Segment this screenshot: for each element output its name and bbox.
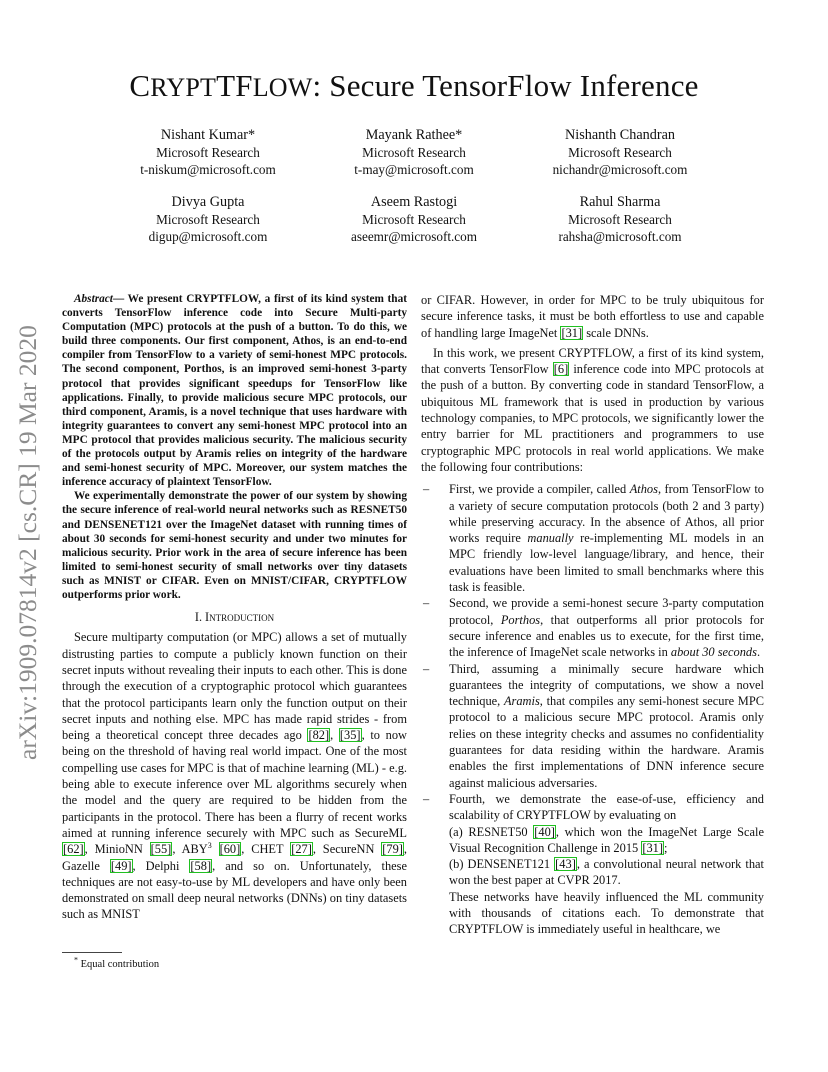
right-paragraph-1 (421, 345, 764, 475)
intro-text: , CHET (241, 842, 291, 857)
citation-link[interactable]: [35] (339, 728, 361, 743)
citation-link[interactable]: [82] (308, 728, 330, 743)
abstract-paragraph-1 (62, 292, 407, 489)
citation-link[interactable]: [58] (190, 858, 212, 873)
body-text: re-implementing ML models in an MPC friendly low-level language/library, and hence, their evaluations have been limited to small benchmarks where this task is feasible. (449, 531, 764, 595)
author-block (304, 193, 524, 245)
list-dash: – (423, 482, 430, 497)
title-tensor: T (216, 68, 236, 103)
intro-text: , SecureNN (312, 842, 382, 857)
author-block (510, 126, 730, 178)
emphasis: about 30 seconds (670, 645, 757, 660)
citation-link[interactable]: [27] (291, 842, 312, 857)
author-block (98, 193, 318, 245)
author-affiliation: Microsoft Research (568, 212, 672, 227)
author-email: rahsha@microsoft.com (558, 229, 682, 244)
emphasis: manually (527, 531, 574, 546)
author-email: nichandr@microsoft.com (552, 162, 688, 177)
author-block (304, 126, 524, 178)
citation-link[interactable]: [43] (555, 857, 576, 872)
body-text: or CIFAR. However, in order for MPC to be truly ubiquitous for secure inference tasks, it must be both effortless to use and capable of handling large ImageNet (421, 293, 764, 340)
author-affiliation: Microsoft Research (568, 145, 672, 160)
author-name: Mayank Rathee* (365, 127, 463, 143)
footnote-divider (62, 952, 122, 953)
arxiv-identifier-stamp: arXiv:1909.07814v2 [cs.CR] 19 Mar 2020 (13, 325, 42, 760)
author-affiliation: Microsoft Research (156, 212, 260, 227)
citation-link[interactable]: [6] (553, 362, 569, 377)
body-text: scale DNNs. (583, 325, 649, 340)
citation-link[interactable]: [79] (382, 842, 403, 857)
author-email: t-may@microsoft.com (354, 162, 474, 177)
body-text: , that outperforms all prior protocols for secure inference and enables us to execute, for the first time, the inference of ImageNet scale networks in (449, 612, 764, 660)
list-dash: – (423, 661, 430, 676)
list-item (421, 595, 764, 660)
author-name: Divya Gupta (171, 194, 245, 210)
citation-link[interactable]: [40] (534, 824, 555, 839)
body-text: inference code into MPC protocols at the push of a button. By converting code in standard TensorFlow, a ubiquitous ML framework that is used in production by various technology companies, to MPC protocols, we significantly lower the entry barrier for ML practitioners and programmers to use cryptographic MPC protocols in real world applications. We make the following four contributions: (421, 362, 764, 474)
item-tail: These networks have heavily influenced the ML community with thousands of citations each. To demonstrate that CRYPTFLOW is immediately useful in healthcare, we (449, 889, 764, 937)
author-email: t-niskum@microsoft.com (140, 162, 276, 177)
author-name: Nishanth Chandran (565, 127, 675, 143)
body-text: , from TensorFlow to a variety of secure computation protocols (both 2 and 3 party) while preserving accuracy. In the absence of Athos, all prior works require (449, 482, 764, 546)
author-name: Rahul Sharma (579, 194, 661, 210)
body-text: First, we provide a compiler, called (449, 482, 630, 497)
citation-link[interactable]: [55] (150, 842, 172, 857)
superscript: 3 (207, 841, 212, 851)
emphasis: Aramis (503, 694, 540, 709)
title-initial-c: C (129, 68, 151, 103)
sub-item-b (449, 856, 764, 889)
emphasis: Porthos (500, 612, 541, 627)
citation-link[interactable]: [62] (63, 842, 84, 857)
title-smallcaps-low: LOW (252, 73, 313, 102)
title-smallcaps-rypt: RYPT (150, 73, 217, 102)
body-text: Fourth, we demonstrate the ease-of-use, efficiency and scalability of CRYPTFLOW by evaluating on (449, 791, 764, 823)
body-text: , a convolutional neural network that won the best paper at CVPR 2017. (449, 857, 764, 888)
author-block (98, 126, 318, 178)
author-block (510, 193, 730, 245)
title-rest: : Secure TensorFlow Inference (312, 68, 699, 103)
intro-text: , Delphi (132, 858, 190, 873)
body-text: Second, we provide a semi-honest secure 3-party computation protocol, (449, 596, 764, 627)
abstract-paragraph-2: We experimentally demonstrate the power of our system by showing the secure inference of real-world neural networks such as RESNET50 and DENSENET121 over the ImageNet dataset with running times of about 30 seconds for semi-honest security and under two minutes for malicious security. Prior work in the area of secure inference has been limited to semi-honest security of small networks over tiny datasets such as MNIST or CIFAR. Even on MNIST/CIFAR, CRYPTFLOW outperforms prior work. (62, 490, 407, 601)
right-paragraph-0 (421, 292, 764, 341)
intro-text: , to now being on the threshold of having real world impact. One of the most compelling use cases for MPC is that of machine learning (ML) - e.g. being able to execute inference over ML algorithms securely when the model and the query are required to be hidden from the participants in the protocol. There has been a flurry of recent works aimed at running inference securely with MPC such as SecureML (62, 728, 407, 840)
list-dash: – (423, 791, 430, 806)
author-email: aseemr@microsoft.com (350, 229, 478, 244)
emphasis: Athos (629, 482, 658, 497)
author-affiliation: Microsoft Research (156, 145, 260, 160)
intro-text: , (330, 728, 339, 743)
abstract-text-1: — We present CRYPTFLOW, a first of its kind system that converts TensorFlow inference code into Secure Multi-party Computation (MPC) protocols at the push of a button. To do this, we build three components. Our first component, Athos, is an end-to-end compiler from TensorFlow to a variety of semi-honest MPC protocols. The second component, Porthos, is an improved semi-honest 3-party protocol that provides significant speedups for TensorFlow like applications. Finally, to provide malicious secure MPC protocols, our third component, Aramis, is a novel technique that uses hardware with integrity guarantees to convert any semi-honest MPC protocol into an MPC protocol that provides malicious security. The malicious security of the protocols output by Aramis relies on integrity of the hardware and semi-honest security of MPC. Moreover, our system matches the inference accuracy of plaintext TensorFlow. (62, 293, 407, 489)
abstract-lead: Abstract (74, 293, 113, 305)
intro-text: , Gazelle (62, 842, 408, 873)
section-heading (62, 609, 407, 625)
title-initial-f: F (235, 68, 253, 103)
body-text: In this work, we present CRYPTFLOW, a first of its kind system, that converts TensorFlow (421, 345, 764, 377)
body-text: Third, assuming a minimally secure hardware which guarantees the integrity of computations, we show a novel technique, (449, 661, 764, 709)
author-name: Aseem Rastogi (370, 194, 458, 210)
paper-title (0, 66, 828, 108)
citation-link[interactable]: [60] (219, 842, 241, 857)
citation-link[interactable]: [49] (110, 858, 132, 873)
intro-text: , MinioNN (84, 842, 150, 857)
intro-text: Secure multiparty computation (or MPC) allows a set of mutually distrusting parties to compute a publicly known function on their secret inputs without revealing their inputs to each other. This is done through the execution of a cryptographic protocol which guarantees that the protocol participants learn only the function output on their secret inputs and nothing else. MPC has made rapid strides - from being a theoretical concept three decades ago (62, 630, 407, 743)
author-affiliation: Microsoft Research (362, 145, 466, 160)
body-text: . (756, 645, 761, 660)
left-column (62, 292, 407, 923)
list-item (421, 791, 764, 938)
citation-link[interactable]: [31] (642, 840, 663, 855)
intro-text: , ABY (172, 842, 208, 857)
intro-text (212, 842, 219, 856)
intro-paragraph (62, 629, 407, 922)
body-text: , which won the ImageNet Large Scale Visual Recognition Challenge in 2015 (449, 824, 764, 855)
section-heading-text: I. Introduction (194, 610, 275, 625)
list-dash: – (423, 596, 430, 611)
intro-text: , and so on. Unfortunately, these techniques are not easy-to-use by ML developers and have only been demonstrated on small deep neural networks (DNNs) on tiny datasets such as MNIST (62, 858, 407, 922)
list-item (421, 481, 764, 595)
footnote-mark: * (74, 955, 78, 965)
list-item (421, 661, 764, 791)
body-text: , that compiles any semi-honest secure MPC protocol to a malicious secure MPC protocol. Aramis only relies on these integrity checks and assumes no confidentiality guarantees for data residing within the hardware. Aramis enables the first implementations of DNN inference secure against malicious adversaries. (449, 694, 764, 790)
right-column (421, 292, 764, 938)
footnote (74, 955, 160, 972)
author-email: digup@microsoft.com (148, 229, 268, 244)
footnote-text: Equal contribution (80, 959, 160, 970)
contribution-list (421, 481, 764, 937)
body-text: (b) DENSENET121 (449, 857, 555, 872)
citation-link[interactable]: [31] (561, 325, 583, 340)
author-affiliation: Microsoft Research (362, 212, 466, 227)
body-text: ; (663, 840, 668, 855)
body-text: (a) RESNET50 (449, 824, 534, 839)
author-name: Nishant Kumar* (160, 127, 256, 143)
sub-item-a (449, 824, 764, 857)
